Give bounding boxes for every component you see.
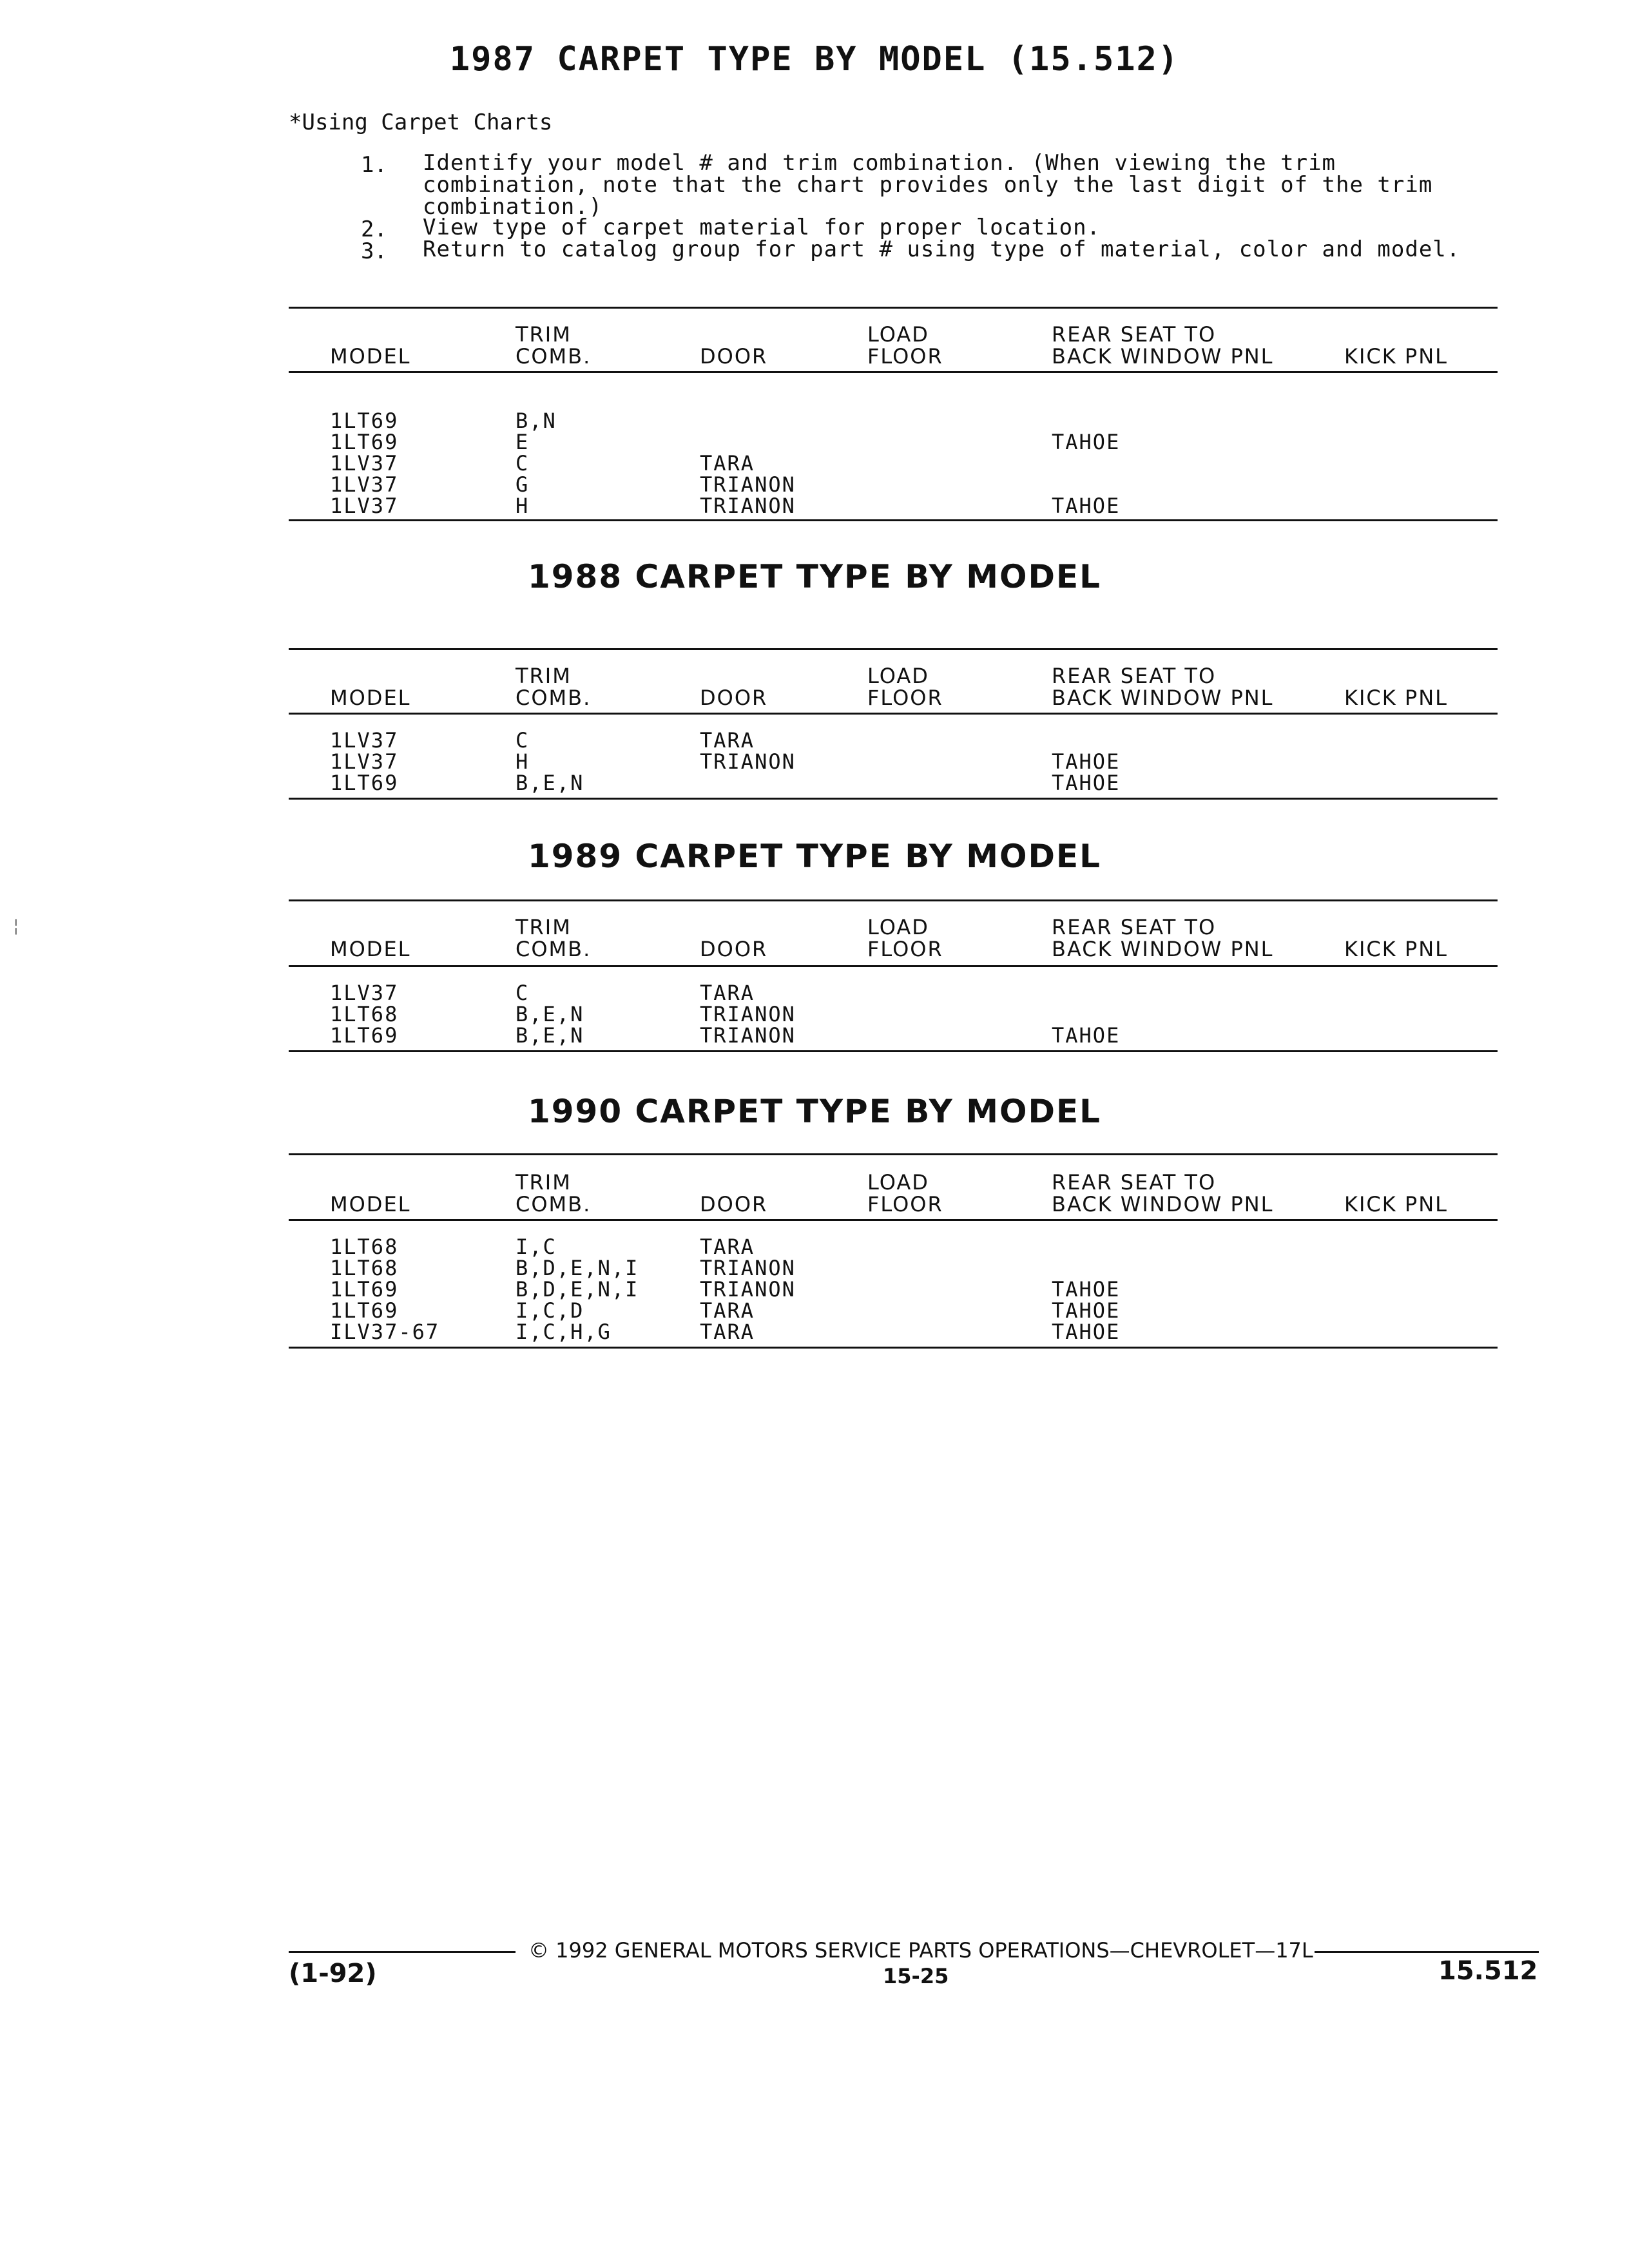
section-title: 1988 CARPET TYPE BY MODEL bbox=[527, 558, 1102, 595]
table-cell-rear: TAHOE bbox=[1052, 430, 1121, 454]
step-text: Identify your model # and trim combination. (When viewing the trim combination, note that the chart provides only the last digit of the trim combination.) bbox=[423, 150, 1433, 220]
table-cell-door: TRIANON bbox=[700, 1023, 796, 1048]
step-number: 3. bbox=[361, 238, 387, 264]
footer-rule-right bbox=[1315, 1951, 1539, 1953]
column-header-trim: TRIM bbox=[516, 1170, 572, 1195]
table-cell-trim: H bbox=[516, 494, 530, 518]
table-cell-door: TRIANON bbox=[700, 472, 796, 497]
column-header-load: FLOOR bbox=[867, 344, 943, 369]
section-title: 1989 CARPET TYPE BY MODEL bbox=[527, 838, 1102, 875]
footer-page-number: 15-25 bbox=[883, 1964, 949, 1988]
table-cell-rear: TAHOE bbox=[1052, 1320, 1121, 1344]
column-header-load: FLOOR bbox=[867, 937, 943, 961]
column-header-trim: COMB. bbox=[516, 937, 592, 961]
column-header-trim: COMB. bbox=[516, 1192, 592, 1216]
table-cell-rear: TAHOE bbox=[1052, 771, 1121, 795]
table-cell-trim: B,E,N bbox=[516, 1023, 584, 1048]
table-cell-door: TRIANON bbox=[700, 1277, 796, 1302]
table-cell-rear: TAHOE bbox=[1052, 494, 1121, 518]
table-cell-model: ILV37-67 bbox=[330, 1320, 440, 1344]
column-header-trim: COMB. bbox=[516, 686, 592, 710]
table-bottom-rule bbox=[289, 519, 1498, 521]
table-cell-door: TARA bbox=[700, 1320, 755, 1344]
table-cell-trim: B,N bbox=[516, 408, 557, 433]
column-header-rear: BACK WINDOW PNL bbox=[1052, 937, 1274, 961]
column-header-load: LOAD bbox=[867, 322, 929, 347]
table-cell-model: 1LT68 bbox=[330, 1256, 399, 1280]
header-rule bbox=[289, 713, 1498, 715]
column-header-rear: BACK WINDOW PNL bbox=[1052, 344, 1274, 369]
table-cell-model: 1LV37 bbox=[330, 451, 399, 476]
table-bottom-rule bbox=[289, 1347, 1498, 1349]
table-cell-trim: C bbox=[516, 451, 530, 476]
column-header-rear: BACK WINDOW PNL bbox=[1052, 686, 1274, 710]
column-header-trim: TRIM bbox=[516, 322, 572, 347]
column-header-model: MODEL bbox=[330, 686, 411, 710]
footer-section-number: 15.512 bbox=[1438, 1956, 1538, 1986]
column-header-door: DOOR bbox=[700, 686, 768, 710]
column-header-rear: REAR SEAT TO bbox=[1052, 1170, 1217, 1195]
footer-date-code: (1-92) bbox=[289, 1959, 377, 1988]
step-number: 2. bbox=[361, 216, 387, 242]
column-header-rear: BACK WINDOW PNL bbox=[1052, 1192, 1274, 1216]
table-bottom-rule bbox=[289, 798, 1498, 800]
table-cell-trim: E bbox=[516, 430, 530, 454]
column-header-kick: KICK PNL bbox=[1344, 344, 1448, 369]
column-header-rear: REAR SEAT TO bbox=[1052, 322, 1217, 347]
table-cell-model: 1LT69 bbox=[330, 771, 399, 795]
page-title: 1987 CARPET TYPE BY MODEL (15.512) bbox=[449, 40, 1180, 79]
table-cell-model: 1LV37 bbox=[330, 749, 399, 774]
table-cell-trim: G bbox=[516, 472, 530, 497]
table-top-rule bbox=[289, 899, 1498, 901]
table-cell-door: TARA bbox=[700, 728, 755, 753]
header-rule bbox=[289, 965, 1498, 967]
table-cell-rear: TAHOE bbox=[1052, 1298, 1121, 1323]
table-cell-trim: B,E,N bbox=[516, 1002, 584, 1026]
column-header-model: MODEL bbox=[330, 1192, 411, 1216]
column-header-door: DOOR bbox=[700, 937, 768, 961]
table-cell-trim: C bbox=[516, 981, 530, 1005]
table-bottom-rule bbox=[289, 1050, 1498, 1052]
column-header-trim: TRIM bbox=[516, 915, 572, 939]
table-top-rule bbox=[289, 648, 1498, 650]
table-cell-trim: I,C,D bbox=[516, 1298, 584, 1323]
table-cell-door: TARA bbox=[700, 451, 755, 476]
column-header-load: FLOOR bbox=[867, 686, 943, 710]
table-cell-door: TRIANON bbox=[700, 1256, 796, 1280]
step-text: Return to catalog group for part # using type of material, color and model. bbox=[423, 236, 1461, 262]
column-header-door: DOOR bbox=[700, 344, 768, 369]
table-cell-trim: H bbox=[516, 749, 530, 774]
margin-mark: ¦ bbox=[13, 915, 19, 936]
column-header-load: LOAD bbox=[867, 915, 929, 939]
table-cell-trim: B,D,E,N,I bbox=[516, 1256, 639, 1280]
column-header-kick: KICK PNL bbox=[1344, 686, 1448, 710]
table-cell-door: TRIANON bbox=[700, 749, 796, 774]
column-header-load: FLOOR bbox=[867, 1192, 943, 1216]
table-cell-trim: I,C bbox=[516, 1235, 557, 1259]
column-header-rear: REAR SEAT TO bbox=[1052, 915, 1217, 939]
table-cell-rear: TAHOE bbox=[1052, 1023, 1121, 1048]
column-header-kick: KICK PNL bbox=[1344, 1192, 1448, 1216]
step-number: 1. bbox=[361, 152, 387, 178]
table-cell-rear: TAHOE bbox=[1052, 1277, 1121, 1302]
table-cell-door: TARA bbox=[700, 1235, 755, 1259]
footer-copyright: © 1992 GENERAL MOTORS SERVICE PARTS OPERATIONS—CHEVROLET—17L bbox=[528, 1938, 1313, 1963]
table-cell-model: 1LT69 bbox=[330, 1277, 399, 1302]
footer-rule-left bbox=[289, 1951, 516, 1953]
table-cell-model: 1LV37 bbox=[330, 494, 399, 518]
table-cell-trim: C bbox=[516, 728, 530, 753]
section-title: 1990 CARPET TYPE BY MODEL bbox=[527, 1093, 1102, 1130]
table-cell-model: 1LV37 bbox=[330, 472, 399, 497]
table-cell-door: TARA bbox=[700, 1298, 755, 1323]
column-header-load: LOAD bbox=[867, 664, 929, 688]
column-header-trim: TRIM bbox=[516, 664, 572, 688]
table-cell-model: 1LT69 bbox=[330, 408, 399, 433]
column-header-rear: REAR SEAT TO bbox=[1052, 664, 1217, 688]
header-rule bbox=[289, 1219, 1498, 1221]
step-text: View type of carpet material for proper location. bbox=[423, 215, 1101, 240]
table-cell-model: 1LT69 bbox=[330, 1298, 399, 1323]
column-header-trim: COMB. bbox=[516, 344, 592, 369]
table-cell-trim: B,E,N bbox=[516, 771, 584, 795]
intro-text: *Using Carpet Charts bbox=[289, 110, 553, 135]
header-rule bbox=[289, 371, 1498, 373]
table-cell-model: 1LT68 bbox=[330, 1002, 399, 1026]
column-header-kick: KICK PNL bbox=[1344, 937, 1448, 961]
table-top-rule bbox=[289, 307, 1498, 309]
table-cell-model: 1LT68 bbox=[330, 1235, 399, 1259]
table-cell-trim: B,D,E,N,I bbox=[516, 1277, 639, 1302]
table-cell-door: TRIANON bbox=[700, 1002, 796, 1026]
table-cell-model: 1LV37 bbox=[330, 981, 399, 1005]
table-cell-model: 1LT69 bbox=[330, 1023, 399, 1048]
table-cell-trim: I,C,H,G bbox=[516, 1320, 612, 1344]
table-top-rule bbox=[289, 1153, 1498, 1155]
table-cell-model: 1LV37 bbox=[330, 728, 399, 753]
column-header-model: MODEL bbox=[330, 937, 411, 961]
column-header-door: DOOR bbox=[700, 1192, 768, 1216]
column-header-load: LOAD bbox=[867, 1170, 929, 1195]
column-header-model: MODEL bbox=[330, 344, 411, 369]
table-cell-model: 1LT69 bbox=[330, 430, 399, 454]
table-cell-rear: TAHOE bbox=[1052, 749, 1121, 774]
table-cell-door: TRIANON bbox=[700, 494, 796, 518]
table-cell-door: TARA bbox=[700, 981, 755, 1005]
